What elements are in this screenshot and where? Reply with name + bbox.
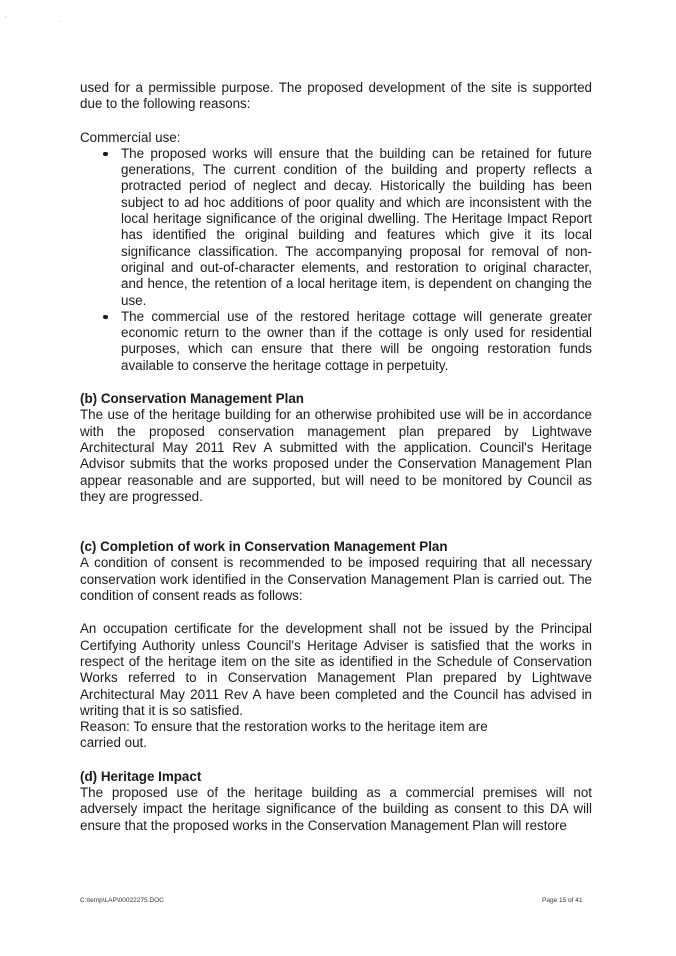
- conservation-plan-paragraph: The use of the heritage building for an otherwise prohibited use will be in accordance with the proposed conservation management plan prepared by Lightwave Architectural May 2011 Rev A submitted with the application. Council's Heritage Advisor submits that the works proposed under the Conservation Management Plan appear reasonable and are supported, but will need to be monitored by Council as they are progressed.: [80, 407, 592, 504]
- condition-intro-paragraph: A condition of consent is recommended to be imposed requiring that all necessary conservation work identified in the Conservation Management Plan is carried out. The condition of consent reads as follows:: [80, 555, 592, 604]
- commercial-use-label: Commercial use:: [80, 129, 181, 145]
- section-heading-d: (d) Heritage Impact: [80, 768, 202, 784]
- commercial-use-list: [80, 146, 592, 374]
- document-body: [80, 80, 592, 834]
- section-heading-c: (c) Completion of work in Conservation Management Plan: [80, 539, 448, 555]
- footer-file-path: C:\temp\LAP\00022275.DOC: [80, 897, 164, 904]
- heritage-impact-paragraph: The proposed use of the heritage building as a commercial premises will not adversely impact the heritage significance of the building as consent to this DA will ensure that the proposed works in the Conservation Management Plan will restore: [80, 784, 592, 833]
- intro-paragraph: used for a permissible purpose. The proposed development of the site is supported due to the following reasons:: [80, 80, 592, 112]
- condition-text-paragraph: An occupation certificate for the development shall not be issued by the Principal Certifying Authority unless Council's Heritage Adviser is satisfied that the works in respect of the heritage item on the site as identified in the Schedule of Conservation Works referred to in Conservation Management Plan prepared by Lightwave Architectural May 2011 Rev A have been completed and the Council has advised in writing that it is so satisfied.: [80, 621, 592, 718]
- scan-mark: ': [5, 15, 7, 24]
- reason-line: carried out.: [80, 735, 147, 751]
- scan-mark: .: [58, 15, 61, 24]
- reason-line: Reason: To ensure that the restoration works to the heritage item are: [80, 719, 488, 735]
- list-item: The proposed works will ensure that the building can be retained for future generations, The current condition of the building and property reflects a protracted period of neglect and decay. Historically the building has been subject to ad hoc additions of poor quality and which are inconsistent with the local heritage significance of the original dwelling. The Heritage Impact Report has identified the original building and features which give it its local significance classification. The accompanying proposal for removal of non-original and out-of-character elements, and restoration to original character, and hence, the retention of a local heritage item, is dependent on changing the use.: [80, 146, 592, 309]
- section-heading-b: (b) Conservation Management Plan: [80, 391, 304, 407]
- footer-page-number: Page 15 of 41: [542, 897, 583, 904]
- list-item: The commercial use of the restored heritage cottage will generate greater economic return to the owner than if the cottage is only used for residential purposes, which can ensure that there will be ongoing restoration funds available to conserve the heritage cottage in perpetuity.: [80, 309, 592, 374]
